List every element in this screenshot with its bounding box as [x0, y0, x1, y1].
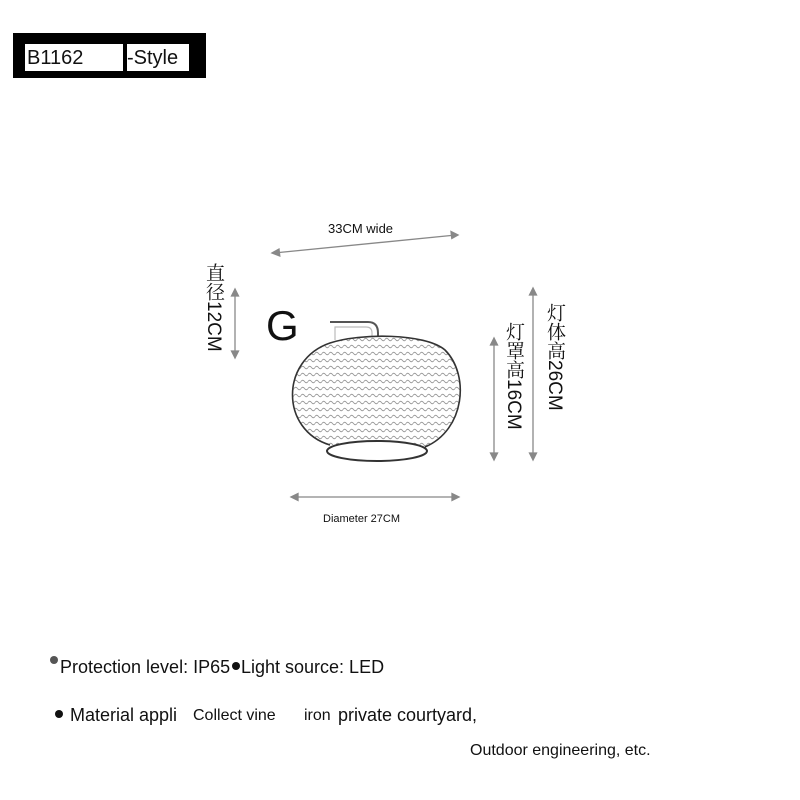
width-label: 33CM wide [328, 221, 394, 236]
material-text: Material appli [70, 705, 178, 725]
protection-level-text: Protection level: IP65 [60, 657, 231, 677]
total-height-label: 灯体高26CM [544, 303, 565, 411]
bottom-diameter-label: Diameter 27CM [323, 513, 401, 525]
shade-height-arrow [491, 338, 498, 460]
rattan-lamp-shade [280, 330, 470, 461]
bullet-icon [232, 662, 240, 670]
private-courtyard-text: private courtyard, [338, 705, 478, 725]
variant-letter: G [266, 302, 299, 349]
model-number: B1162 [25, 44, 123, 71]
shade-height-label: 灯罩高16CM [503, 322, 524, 430]
total-height-arrow [530, 288, 537, 460]
bottom-diameter-arrow [291, 494, 459, 501]
light-source-text: Light source: LED [241, 657, 385, 677]
top-diameter-label: 直径12CM [203, 263, 224, 352]
bullet-icon [55, 710, 63, 718]
bullet-icon [50, 656, 58, 664]
style-label: -Style [127, 44, 189, 71]
iron-text: iron [304, 707, 331, 724]
top-diameter-arrow [232, 289, 239, 358]
collect-vine-text: Collect vine [193, 707, 276, 724]
outdoor-engineering-text: Outdoor engineering, etc. [470, 742, 651, 759]
